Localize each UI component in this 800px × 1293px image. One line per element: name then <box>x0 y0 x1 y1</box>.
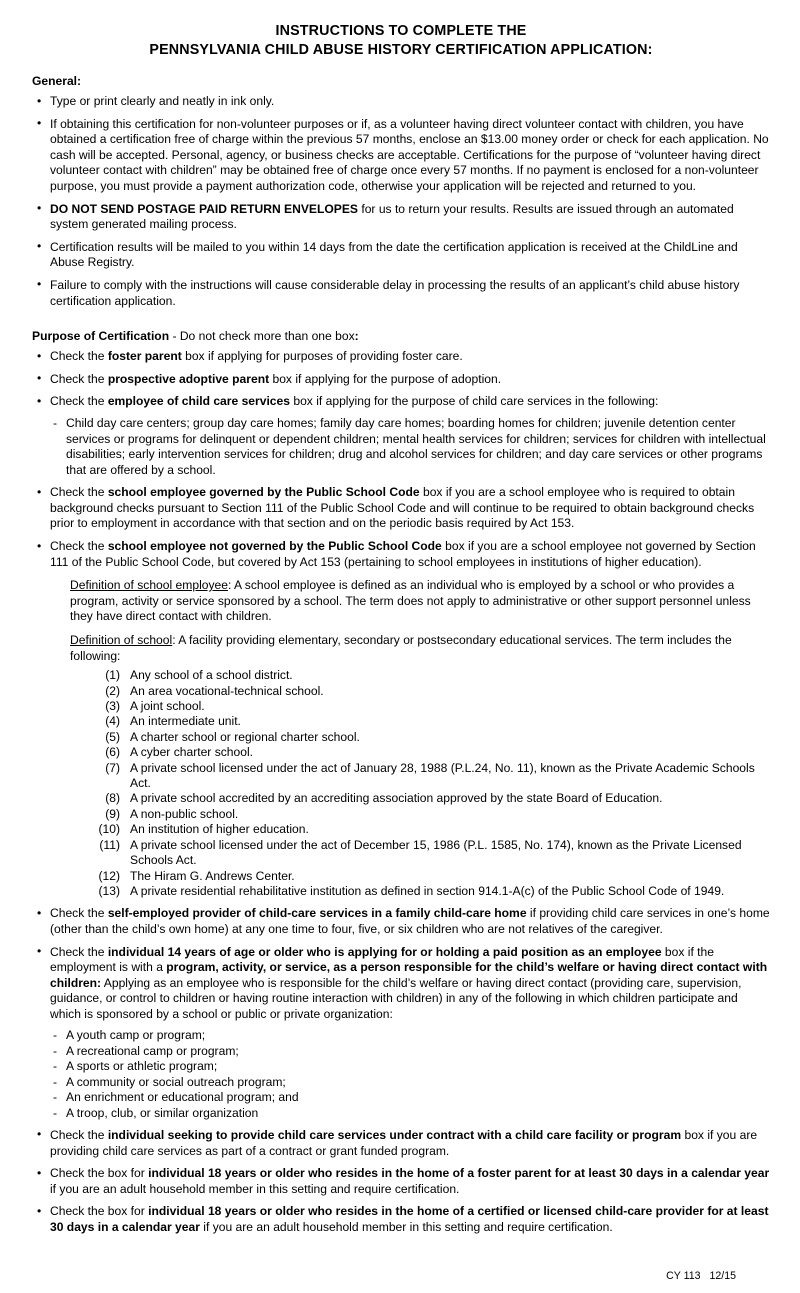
bullet-emphasis: individual 18 years or older who resides in the home of a certified or licensed child-care provider for at least 30 days in a calendar year <box>50 1204 769 1234</box>
list-item <box>32 278 770 309</box>
list-number: (8) <box>105 791 120 806</box>
list-item <box>86 714 770 729</box>
list-item <box>86 807 770 822</box>
bullet-text-post: box if you are providing child care services as part of a contract or grant funded program. <box>50 1127 758 1158</box>
bullet-emphasis-program: program, activity, or service, as a person responsible for the child’s welfare or having direct contact with children: <box>50 960 768 990</box>
bullet-text-pre: Check the box for <box>50 1204 149 1219</box>
list-item <box>50 1075 770 1090</box>
list-text: The Hiram G. Andrews Center. <box>130 868 295 883</box>
bullet-emphasis: school employee governed by the Public School Code <box>107 485 420 500</box>
bullet-text-post: if you are an adult household member in this setting and require certification. <box>199 1219 613 1234</box>
bullet-emphasis: DO NOT SEND POSTAGE PAID RETURN ENVELOPES <box>50 201 358 216</box>
list-item-contract-child-care <box>32 1128 770 1159</box>
bullet-text: Failure to comply with the instructions will cause considerable delay in processing the results of an applicant’s child abuse history certification application. <box>50 277 740 308</box>
list-number: (10) <box>98 822 120 837</box>
bullet-emphasis: individual seeking to provide child care services under contract with a child care facility or program <box>107 1127 682 1142</box>
bullet-text-pre: Check the <box>50 371 108 386</box>
bullet-text-pre: Check the <box>50 906 108 921</box>
bullet-emphasis-position: individual 14 years of age or older who is applying for or holding a paid position as an employee <box>107 944 662 959</box>
list-item-employee-child-care <box>32 394 770 478</box>
definition-text: : A school employee is defined as an individual who is employed by a school or who provides a program, activity or service sponsored by a school. The term does not apply to administrative or other support personnel unless they have direct contact with children. <box>70 578 751 624</box>
bullet-text-post: box if applying for the purpose of adoption. <box>269 371 502 386</box>
list-number: (5) <box>105 729 120 744</box>
list-item <box>86 761 770 792</box>
list-text: A joint school. <box>130 699 205 714</box>
list-text: An institution of higher education. <box>130 822 309 837</box>
list-item <box>50 1106 770 1121</box>
list-item <box>86 822 770 837</box>
list-text: A cyber charter school. <box>130 745 254 760</box>
sponsored-program-types-list <box>50 1028 770 1120</box>
dash-text: Child day care centers; group day care homes; family day care homes; boarding homes for children; juvenile detention center services or programs for delinquent or dependent children; mental health services for children; services for children with intellectual disabilities; early intervention services for children; drug and alcohol services for children; and day care services or other programs that are offered by a school. <box>66 415 766 477</box>
bullet-text-post: if you are an adult household member in this setting and require certification. <box>50 1181 460 1196</box>
page-title <box>32 22 770 60</box>
bullet-text: Certification results will be mailed to you within 14 days from the date the certification application is received at the ChildLine and Abuse Registry. <box>50 239 738 270</box>
definition-school <box>70 633 770 664</box>
bullet-text-mid: box if the employment is with a <box>50 944 714 975</box>
title-line-1: INSTRUCTIONS TO COMPLETE THE <box>275 23 527 39</box>
general-heading: General: <box>32 74 82 88</box>
list-number: (4) <box>105 714 120 729</box>
list-number: (2) <box>105 683 120 698</box>
bullet-emphasis: prospective adoptive parent <box>107 371 270 386</box>
bullet-text-post: Applying as an employee who is responsible for the child’s welfare or having direct contact (providing care, supervision, guidance, or control to children or having routine interaction with children) in any of the following in which children participate and which is sponsored by a school or public or private organization: <box>50 975 742 1021</box>
list-text: An area vocational-technical school. <box>130 683 324 698</box>
bullet-text-pre: Check the <box>50 944 108 959</box>
list-number: (1) <box>105 668 120 683</box>
list-item-foster-parent <box>32 349 770 365</box>
list-item <box>86 869 770 884</box>
list-item <box>50 1090 770 1105</box>
list-number: (3) <box>105 699 120 714</box>
list-text: A private residential rehabilitative institution as defined in section 914.1-A(c) of the Public School Code of 1949. <box>130 883 725 898</box>
purpose-heading-colon: : <box>354 329 359 344</box>
list-text: A private school accredited by an accrediting association approved by the state Board of Education. <box>130 791 663 806</box>
bullet-emphasis: employee of child care services <box>107 394 290 409</box>
general-bullet-list <box>32 94 770 309</box>
list-item <box>86 884 770 899</box>
list-number: (9) <box>105 806 120 821</box>
bullet-text: for us to return your results. Results are issued through an automated system generated mailing process. <box>50 201 734 232</box>
list-number: (7) <box>105 760 120 775</box>
definition-label: Definition of school <box>70 633 173 648</box>
bullet-text-pre: Check the box for <box>50 1166 149 1181</box>
bullet-text-pre: Check the <box>50 485 108 500</box>
purpose-heading <box>32 328 770 344</box>
list-number: (13) <box>98 883 120 898</box>
school-definition-numbered-list <box>86 668 770 899</box>
purpose-heading-instruction: - Do not check more than one box <box>169 329 355 344</box>
form-revision-date: 12/15 <box>709 1270 736 1283</box>
list-number: (11) <box>99 837 120 852</box>
list-text: An intermediate unit. <box>130 714 241 729</box>
bullet-text-pre: Check the <box>50 539 108 554</box>
list-item <box>50 1028 770 1043</box>
list-item-school-employee-governed <box>32 485 770 532</box>
purpose-bullet-list <box>32 349 770 1235</box>
list-item <box>32 202 770 233</box>
list-number: (12) <box>98 868 120 883</box>
bullet-text-post: box if applying for purposes of providing foster care. <box>181 349 463 364</box>
list-item <box>86 668 770 683</box>
list-item <box>86 684 770 699</box>
definition-text: : A facility providing elementary, secondary or postsecondary educational services. The term includes the following: <box>70 633 732 663</box>
bullet-text: Type or print clearly and neatly in ink only. <box>50 94 275 108</box>
bullet-text-pre: Check the <box>50 1127 108 1142</box>
dash-text: A youth camp or program; <box>66 1028 206 1043</box>
bullet-text-pre: Check the <box>50 394 108 409</box>
list-number: (6) <box>105 745 120 760</box>
list-item-individual-14-or-older <box>32 945 770 1121</box>
list-item-school-employee-not-governed <box>32 539 770 899</box>
list-item <box>86 791 770 806</box>
list-text: A private school licensed under the act of January 28, 1988 (P.L.24, No. 11), known as the Private Academic Schools Act. <box>130 760 755 791</box>
bullet-text-post: box if you are a school employee who is required to obtain background checks pursuant to Section 111 of the Public School Code and will continue to be required to obtain background checks prior to employment in accordance with that section and on the periodic basis required by Act 153. <box>50 485 755 531</box>
dash-text: A community or social outreach program; <box>66 1074 286 1089</box>
list-text: A charter school or regional charter school. <box>130 729 360 744</box>
bullet-text-post: box if you are a school employee not governed by Section 111 of the Public School Code, but covered by Act 153 (pertaining to school employees in institutions of higher education). <box>50 539 756 569</box>
list-item <box>32 240 770 271</box>
list-text: A private school licensed under the act of December 15, 1986 (P.L. 1585, No. 174), known as the Private Licensed Schools Act. <box>130 837 742 868</box>
definition-school-employee <box>70 578 770 625</box>
child-care-settings-list <box>50 416 770 478</box>
list-item <box>50 1044 770 1059</box>
list-item <box>50 1059 770 1074</box>
list-item-self-employed-provider <box>32 906 770 937</box>
page-footer <box>32 1269 770 1283</box>
list-item <box>86 730 770 745</box>
list-item <box>50 416 770 478</box>
definition-label: Definition of school employee <box>70 578 228 593</box>
bullet-emphasis: self-employed provider of child-care services in a family child-care home <box>107 906 527 921</box>
form-code: CY 113 <box>666 1270 701 1283</box>
list-item <box>86 838 770 869</box>
list-text: Any school of a school district. <box>130 668 293 683</box>
list-item-resides-child-care-provider-home <box>32 1204 770 1235</box>
list-item <box>32 94 770 110</box>
list-item <box>32 117 770 195</box>
list-text: A non-public school. <box>130 806 239 821</box>
list-item <box>86 699 770 714</box>
list-item-resides-foster-home <box>32 1166 770 1197</box>
list-item <box>86 745 770 760</box>
list-item-prospective-adoptive-parent <box>32 372 770 388</box>
title-line-2: PENNSYLVANIA CHILD ABUSE HISTORY CERTIFICATION APPLICATION: <box>149 42 653 58</box>
dash-text: An enrichment or educational program; and <box>66 1090 299 1105</box>
bullet-text-post: box if applying for the purpose of child care services in the following: <box>290 394 659 409</box>
dash-text: A troop, club, or similar organization <box>66 1105 259 1120</box>
bullet-text-pre: Check the <box>50 349 108 364</box>
bullet-emphasis: individual 18 years or older who resides in the home of a foster parent for at least 30 days in a calendar year <box>148 1166 770 1181</box>
bullet-text-post: if providing child care services in one’s home (other than the child’s own home) at any one time to four, five, or six children who are not relatives of the caregiver. <box>50 906 770 936</box>
dash-text: A recreational camp or program; <box>66 1043 239 1058</box>
purpose-heading-label: Purpose of Certification <box>32 329 170 344</box>
dash-text: A sports or athletic program; <box>66 1059 218 1074</box>
bullet-emphasis: school employee not governed by the Public School Code <box>107 539 442 554</box>
bullet-emphasis: foster parent <box>107 349 182 364</box>
bullet-text: If obtaining this certification for non-volunteer purposes or if, as a volunteer having direct volunteer contact with children, you have obtained a certification free of charge within the previous 57 months, enclose an $13.00 money order or check for each application. No cash will be accepted. Personal, agency, or business checks are acceptable. Certifications for the purpose of “volunteer having direct volunteer contact with children” may be obtained free of charge once every 57 months. If no payment is enclosed for a non-volunteer purpose, you must provide a payment authorization code, otherwise your application will be rejected and returned to you. <box>50 116 769 193</box>
